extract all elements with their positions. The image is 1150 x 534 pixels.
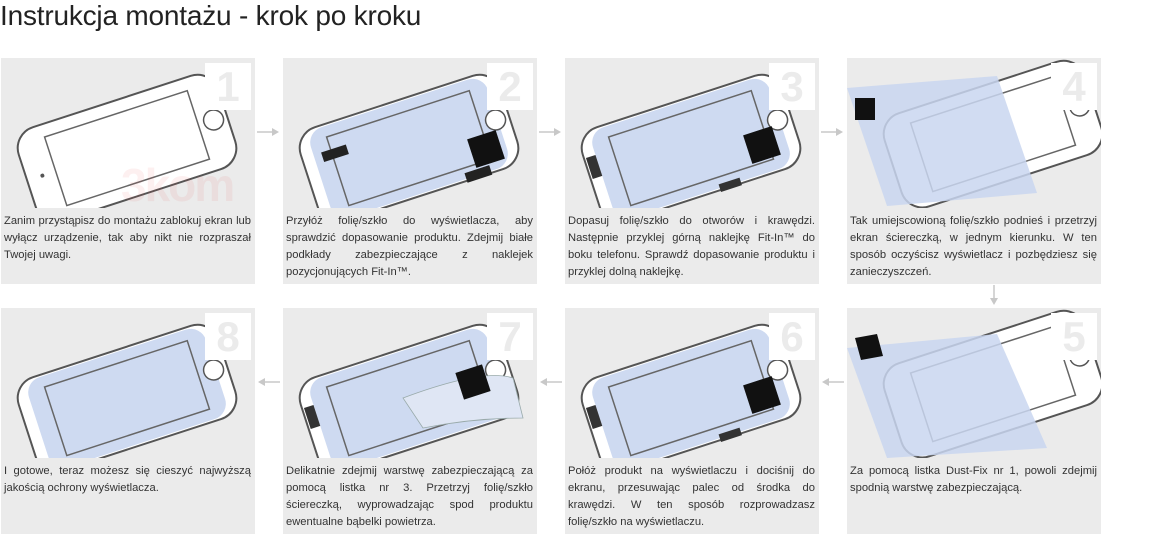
step-caption: Tak umiejscowioną folię/szkło podnieś i przetrzyj ekran ściereczką, w jednym kierunku. W ten sposób oczyścisz wyświetlacz i pozbędziesz się zanieczyszczeń. bbox=[850, 215, 1097, 278]
arrow-left-icon bbox=[822, 378, 844, 386]
step-card-8 bbox=[1, 308, 255, 534]
arrow-right-icon bbox=[257, 128, 279, 136]
step-number: 2 bbox=[487, 63, 533, 110]
step-caption: Połóż produkt na wyświetlaczu i dociśnij do ekranu, przesuwając palec od środka do krawędzi. W ten sposób rozprowadzasz folię/szkło na wyświetlaczu. bbox=[568, 465, 815, 528]
step-card-3 bbox=[565, 58, 819, 284]
step-caption: I gotowe, teraz możesz się cieszyć najwyższą jakością ochrony wyświetlacza. bbox=[4, 465, 251, 494]
page-title: Instrukcja montażu - krok po kroku bbox=[0, 0, 422, 31]
step-caption: Zanim przystąpisz do montażu zablokuj ekran lub wyłącz urządzenie, tak aby nikt nie rozpraszał Twojej uwagi. bbox=[4, 215, 251, 261]
step-card-5 bbox=[847, 308, 1101, 534]
arrow-right-icon bbox=[821, 128, 843, 136]
step-number: 7 bbox=[487, 313, 533, 360]
step-number: 1 bbox=[205, 63, 251, 110]
step-card-7 bbox=[283, 308, 537, 534]
step-card-4 bbox=[847, 58, 1101, 284]
step-number: 8 bbox=[205, 313, 251, 360]
step-number: 3 bbox=[769, 63, 815, 110]
arrow-left-icon bbox=[258, 378, 280, 386]
step-card-2 bbox=[283, 58, 537, 284]
step-number: 4 bbox=[1051, 63, 1097, 110]
arrow-left-icon bbox=[540, 378, 562, 386]
step-number: 6 bbox=[769, 313, 815, 360]
step-number: 5 bbox=[1051, 313, 1097, 360]
arrow-right-icon bbox=[539, 128, 561, 136]
step-card-6 bbox=[565, 308, 819, 534]
arrow-down-icon bbox=[990, 285, 998, 305]
step-caption: Delikatnie zdejmij warstwę zabezpieczającą za pomocą listka nr 3. Przetrzyj folię/szkło ściereczką, wyprowadzając spod produktu ewentualne bąbelki powietrza. bbox=[286, 465, 533, 528]
watermark: 3kom bbox=[121, 159, 234, 211]
step-caption: Za pomocą listka Dust-Fix nr 1, powoli zdejmij spodnią warstwę zabezpieczającą. bbox=[850, 465, 1097, 494]
step-caption: Dopasuj folię/szkło do otworów i krawędzi. Następnie przyklej górną naklejkę Fit-In™ do boku telefonu. Sprawdź dopasowanie produktu i przyklej dolną naklejkę. bbox=[568, 215, 815, 278]
step-caption: Przyłóż folię/szkło do wyświetlacza, aby sprawdzić dopasowanie produktu. Zdejmij białe podkłady zabezpieczające z naklejek pozycjonujących Fit-In™. bbox=[286, 215, 533, 278]
step-card-1 bbox=[1, 58, 255, 284]
